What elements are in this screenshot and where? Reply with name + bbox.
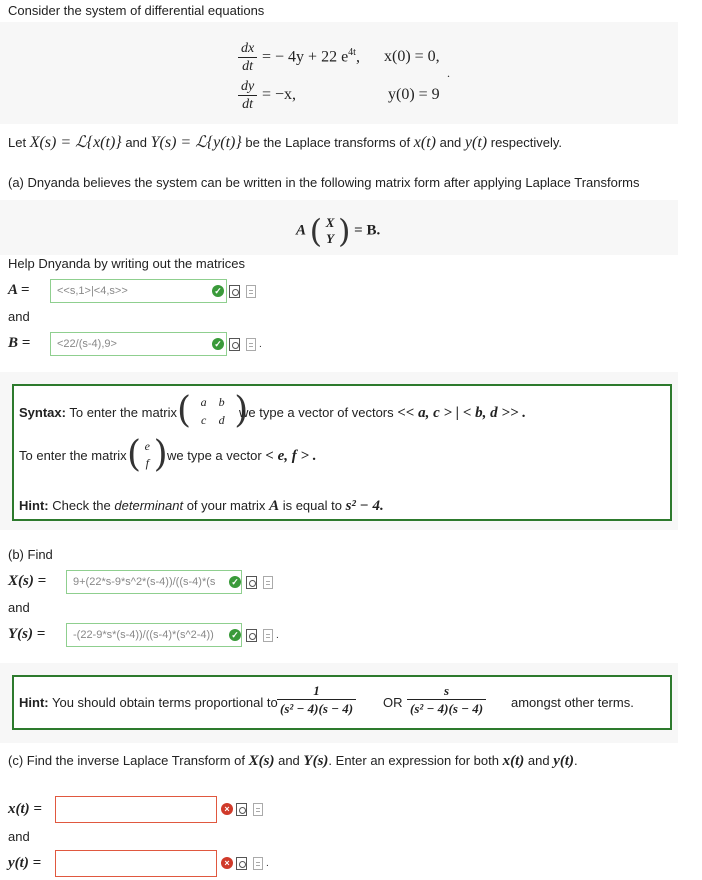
document-icon[interactable] <box>263 629 273 642</box>
X-input[interactable]: 9+(22*s-9*s^2*(s-4))/((s-4)*(s <box>66 570 242 594</box>
Y-input[interactable]: -(22-9*s*(s-4))/((s-4)*(s^2-4)) <box>66 623 242 647</box>
and-text: and <box>8 600 30 615</box>
document-icon[interactable] <box>246 285 256 298</box>
dydt-fraction: $\frac{dy}{dt}$ <box>238 78 257 113</box>
and-text: and <box>8 829 30 844</box>
yt-input[interactable] <box>55 850 217 877</box>
B-label: B = <box>8 335 31 351</box>
part-a-text: (a) Dnyanda believes the system can be written in the following matrix form after applying Laplace Transforms <box>8 175 640 190</box>
correct-icon: ✓ <box>229 576 241 588</box>
eq1-initial-condition: x(0) = 0, <box>384 48 440 65</box>
proportional-hint-box <box>12 675 672 730</box>
determinant-hint: Hint: Check the determinant of your matrix A is equal to s² − 4. <box>19 498 384 514</box>
hint-or: OR <box>383 695 403 710</box>
laplace-definition: Let X(s) = ℒ{x(t)} and Y(s) = ℒ{y(t)} be the Laplace transforms of x(t) and y(t) respectively. <box>8 134 563 151</box>
help-text: Help Dnyanda by writing out the matrices <box>8 256 246 271</box>
syntax-hint-box <box>12 384 672 521</box>
proportional-hint: Hint: You should obtain terms proportional to <box>19 695 278 710</box>
part-c-text: (c) Find the inverse Laplace Transform of X(s) and Y(s). Enter an expression for both x(t) and y(t). <box>8 753 578 769</box>
document-icon[interactable] <box>253 857 263 870</box>
preview-icon[interactable] <box>236 803 247 816</box>
hint-fraction-2: $\frac{s}{\text{(s² − 4)(s − 4)}}$ <box>407 682 486 717</box>
A-label: A = <box>8 282 30 298</box>
eq2-initial-condition: y(0) = 9 <box>388 86 440 103</box>
matrix-A-input[interactable]: <<s,1>|<4,s>> <box>50 279 227 303</box>
correct-icon: ✓ <box>212 338 224 350</box>
intro-text: Consider the system of differential equations <box>8 3 265 18</box>
preview-icon[interactable] <box>246 629 257 642</box>
matrix-equation: A ( X Y ) = B. <box>296 212 381 250</box>
correct-icon: ✓ <box>229 629 241 641</box>
yt-label: y(t) = <box>8 855 42 871</box>
document-icon[interactable] <box>263 576 273 589</box>
part-b-find: (b) Find <box>8 547 53 562</box>
hint-fraction-1: $\frac{1}{\text{(s² − 4)(s − 4)}}$ <box>277 682 356 717</box>
and-text: and <box>8 309 30 324</box>
correct-icon: ✓ <box>212 285 224 297</box>
xt-label: x(t) = <box>8 801 42 817</box>
preview-icon[interactable] <box>229 338 240 351</box>
incorrect-icon: × <box>221 803 233 815</box>
hint-end: amongst other terms. <box>511 695 634 710</box>
vector-line: To enter the matrix <box>19 448 127 463</box>
document-icon[interactable] <box>246 338 256 351</box>
vector-matrix: ( e f ) <box>127 434 168 475</box>
xt-input[interactable] <box>55 796 217 823</box>
preview-icon[interactable] <box>229 285 240 298</box>
vector-syntax: we type a vector < e, f > . <box>167 448 317 464</box>
dxdt-fraction: $\frac{dx}{dt}$ <box>238 40 257 75</box>
preview-icon[interactable] <box>236 857 247 870</box>
eq2-rhs: = −x, <box>262 86 297 103</box>
system-shade <box>0 22 678 124</box>
matrix-B-input[interactable]: <22/(s-4),9> <box>50 332 227 356</box>
syntax-vector-of-vectors: we type a vector of vectors << a, c > | < b, d >> . <box>239 405 526 421</box>
syntax-line: Syntax: To enter the matrix <box>19 405 178 420</box>
incorrect-icon: × <box>221 857 233 869</box>
Y-label: Y(s) = <box>8 626 46 642</box>
eq1-rhs: = − 4y + 22 $e^{4t}$, <box>262 47 360 66</box>
document-icon[interactable] <box>253 803 263 816</box>
X-label: X(s) = <box>8 573 47 589</box>
syntax-matrix: ( a b c d ) <box>177 390 249 431</box>
preview-icon[interactable] <box>246 576 257 589</box>
